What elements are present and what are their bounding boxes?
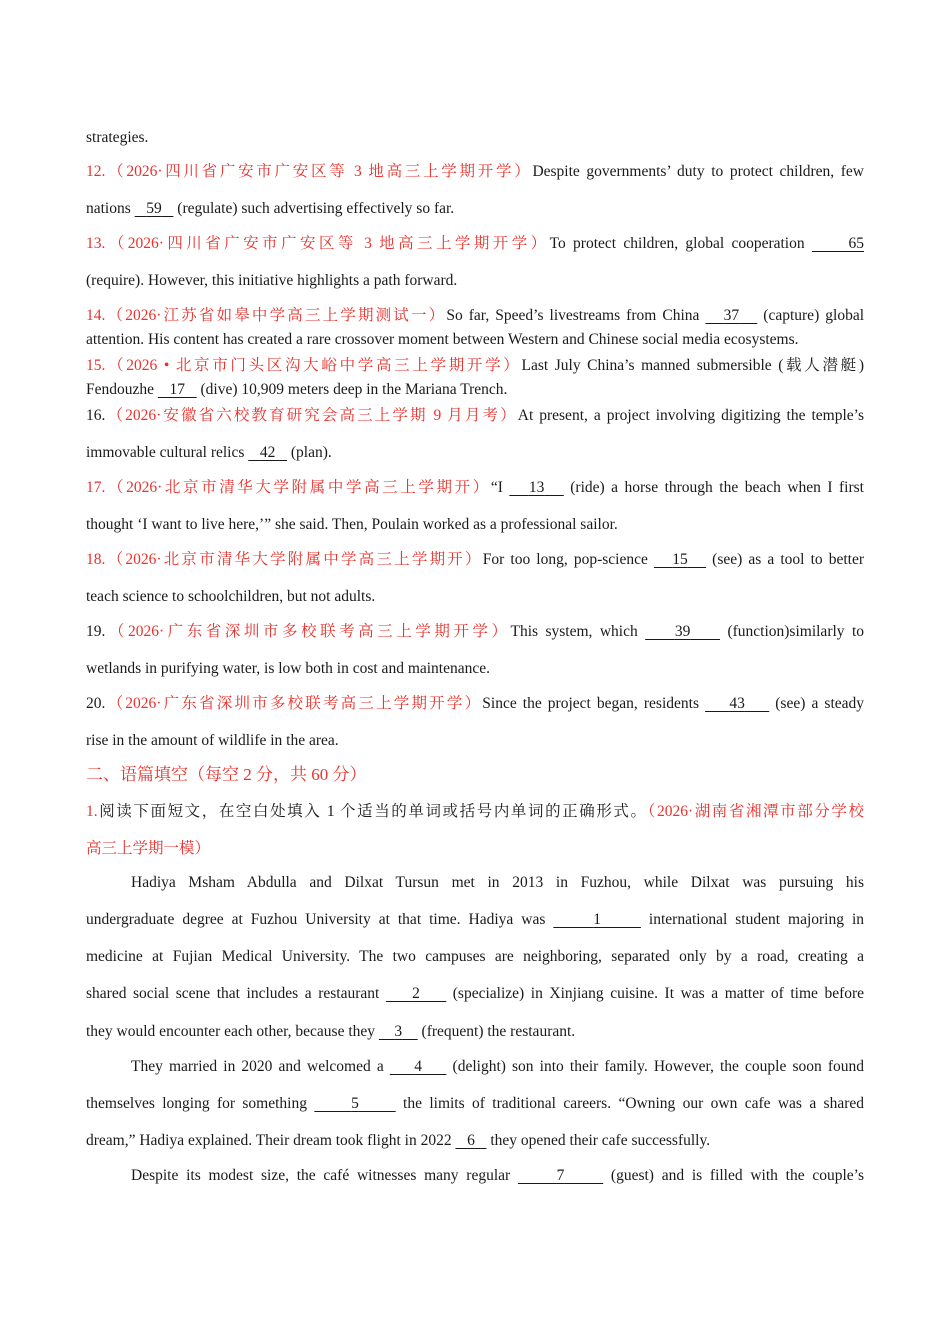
text-line: teach science to schoolchildren, but not adults. <box>86 588 376 605</box>
blank[interactable]: 37 <box>723 307 740 324</box>
question-18: 18.（2026·北京市清华大学附属中学高三上学期开）For too long, pop-science 15 (see) as a tool to better <box>86 551 865 568</box>
passage-line: medicine at Fujian Medical University. The two campuses are neighboring, separated only by a road, creating a <box>86 948 864 965</box>
blank-2[interactable]: 2 <box>412 985 420 1002</box>
text-line: nations 59 (regulate) such advertising effectively so far. <box>86 200 455 217</box>
blank-5[interactable]: 5 <box>351 1095 359 1112</box>
question-12: 12.（2026·四川省广安市广安区等 3 地高三上学期开学）Despite governments’ duty to protect children, few <box>86 163 864 180</box>
blank[interactable]: 43 <box>729 695 745 712</box>
blank-3[interactable]: 3 <box>394 1023 403 1040</box>
passage-line: Hadiya Msham Abdulla and Dilxat Tursun met in 2013 in Fuzhou, while Dilxat was pursuing his <box>131 874 864 891</box>
passage-line: they would encounter each other, because they 3 (frequent) the restaurant. <box>86 1023 576 1040</box>
passage-line: themselves longing for something 5 the limits of traditional careers. “Owning our own cafe was a shared <box>86 1095 865 1112</box>
blank[interactable]: 65 <box>848 235 864 252</box>
blank[interactable]: 42 <box>259 444 276 461</box>
question-14: 14.（2026·江苏省如皋中学高三上学期测试一）So far, Speed’s livestreams from China 37 (capture) global <box>86 307 865 324</box>
question-17: 17.（2026·北京市清华大学附属中学高三上学期开）“I 13 (ride) a horse through the beach when I first <box>86 479 864 496</box>
text-line: immovable cultural relics 42 (plan). <box>86 444 332 461</box>
blank[interactable]: 59 <box>146 200 162 217</box>
blank[interactable]: 13 <box>528 479 545 496</box>
blank-7[interactable]: 7 <box>556 1167 565 1184</box>
passage-line: dream,” Hadiya explained. Their dream took flight in 2022 6 they opened their cafe successfully. <box>86 1132 711 1149</box>
passage-question-title: 1.阅读下面短文，在空白处填入 1 个适当的单词或括号内单词的正确形式。（2026·湖南省湘潭市部分学校 <box>86 803 864 820</box>
text-line: strategies. <box>86 129 149 146</box>
question-13: 13.（2026·四川省广安市广安区等 3 地高三上学期开学）To protect children, global cooperation 65 <box>86 235 864 252</box>
question-16: 16.（2026·安徽省六校教育研究会高三上学期 9 月月考）At present, a project involving digitizing the temple’s <box>86 407 864 424</box>
question-20: 20.（2026·广东省深圳市多校联考高三上学期开学）Since the project began, residents 43 (see) a steady <box>86 695 865 712</box>
text-line: 高三上学期一模） <box>86 840 211 857</box>
text-line: thought ‘I want to live here,’” she said. Then, Poulain worked as a professional sailor. <box>86 516 618 533</box>
passage-line: They married in 2020 and welcomed a 4 (delight) son into their family. However, the couple soon found <box>131 1058 865 1075</box>
passage-line: undergraduate degree at Fuzhou University at that time. Hadiya was 1 international student majoring in <box>86 911 865 928</box>
passage-line: Despite its modest size, the café witnesses many regular 7 (guest) and is filled with the couple’s <box>131 1167 864 1184</box>
passage-line: shared social scene that includes a restaurant 2 (specialize) in Xinjiang cuisine. It was a matter of time before <box>86 985 865 1002</box>
question-19: 19.（2026·广东省深圳市多校联考高三上学期开学）This system, which 39 (function)similarly to <box>86 623 865 640</box>
blank-4[interactable]: 4 <box>414 1058 422 1075</box>
text-line: (require). However, this initiative highlights a path forward. <box>86 272 458 289</box>
text-line: attention. His content has created a rare crossover moment between Western and Chinese social media ecosystems. <box>86 331 799 348</box>
text-line: wetlands in purifying water, is low both in cost and maintenance. <box>86 660 491 677</box>
section-heading: 二、语篇填空（每空 2 分，共 60 分） <box>86 765 367 784</box>
text-line: rise in the amount of wildlife in the area. <box>86 732 339 749</box>
question-15: 15.（2026 • 北京市门头区沟大峪中学高三上学期开学）Last July China’s manned submersible (载人潜艇) <box>86 357 864 374</box>
blank-1[interactable]: 1 <box>593 911 602 928</box>
text-line: Fendouzhe 17 (dive) 10,909 meters deep in the Mariana Trench. <box>86 381 508 398</box>
blank-6[interactable]: 6 <box>467 1132 475 1149</box>
blank[interactable]: 17 <box>169 381 186 398</box>
blank[interactable]: 39 <box>674 623 691 640</box>
blank[interactable]: 15 <box>672 551 688 568</box>
